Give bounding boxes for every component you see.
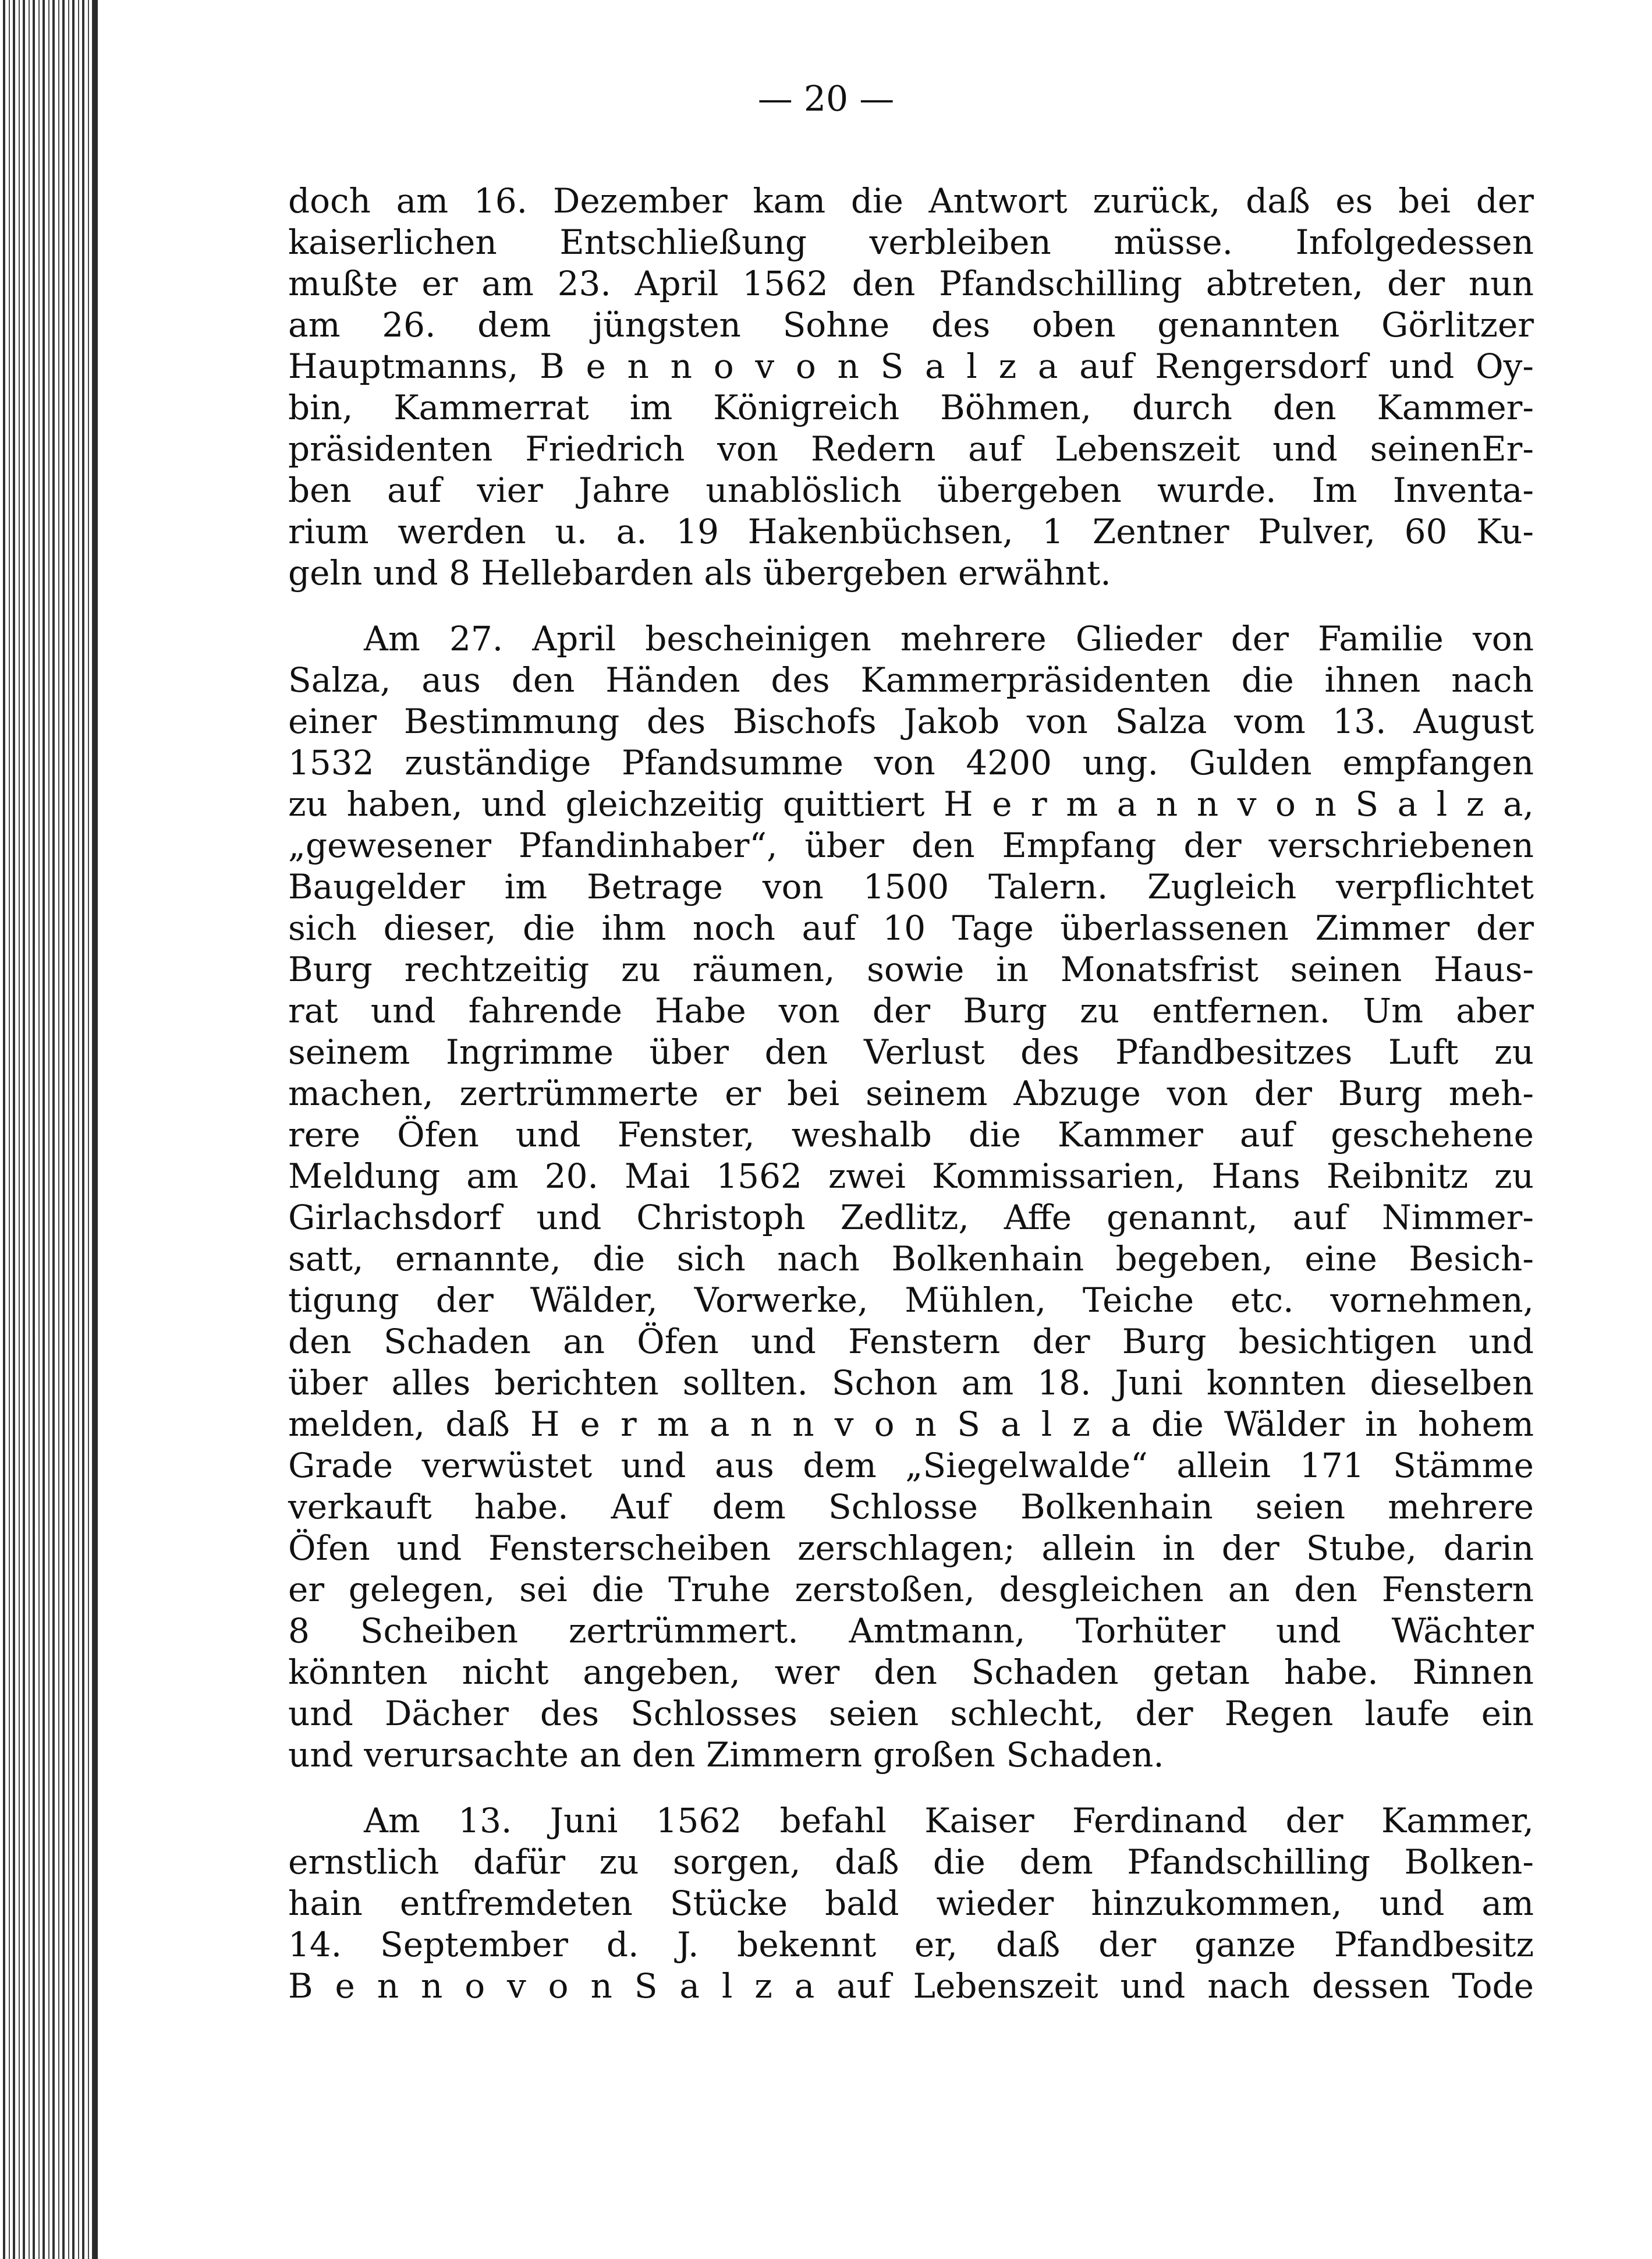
text-line: satt, ernannte, die sich nach Bolkenhain begeben, eine Besich-	[288, 1239, 1534, 1279]
text-line: rere Öfen und Fenster, weshalb die Kammer auf geschehene	[288, 1115, 1534, 1155]
text-line: tigung der Wälder, Vorwerke, Mühlen, Teiche etc. vornehmen,	[288, 1280, 1534, 1320]
text-line: Meldung am 20. Mai 1562 zwei Kommissarien, Hans Reibnitz zu	[288, 1156, 1534, 1196]
text-line: und verursachte an den Zimmern großen Schaden.	[288, 1735, 1164, 1775]
paragraph-3	[288, 1800, 1534, 2007]
text-line: seinem Ingrimme über den Verlust des Pfandbesitzes Luft zu	[288, 1032, 1534, 1072]
text-line: mußte er am 23. April 1562 den Pfandschilling abtreten, der nun	[288, 264, 1534, 303]
text-line: bin, Kammerrat im Königreich Böhmen, durch den Kammer-	[288, 388, 1534, 427]
text-line: doch am 16. Dezember kam die Antwort zurück, daß es bei der	[288, 181, 1534, 221]
text-line: am 26. dem jüngsten Sohne des oben genannten Görlitzer	[288, 305, 1534, 345]
text-line: den Schaden an Öfen und Fenstern der Burg besichtigen und	[288, 1322, 1534, 1361]
text-line: ben auf vier Jahre unablöslich übergeben wurde. Im Inventa-	[288, 470, 1534, 510]
text-line: Baugelder im Betrage von 1500 Talern. Zugleich verpflichtet	[288, 867, 1534, 907]
text-line: zu haben, und gleichzeitig quittiert H e r m a n n v o n S a l z a,	[288, 784, 1534, 824]
text-line: könnten nicht angeben, wer den Schaden getan habe. Rinnen	[288, 1652, 1534, 1692]
text-line: Salza, aus den Händen des Kammerpräsidenten die ihnen nach	[288, 660, 1534, 700]
text-line: „gewesener Pfandinhaber“, über den Empfang der verschriebenen	[288, 826, 1534, 865]
text-line: 8 Scheiben zertrümmert. Amtmann, Torhüter und Wächter	[288, 1611, 1534, 1651]
text-line: sich dieser, die ihm noch auf 10 Tage überlassenen Zimmer der	[288, 908, 1534, 948]
text-line: Hauptmanns, B e n n o v o n S a l z a auf Rengersdorf und Oy-	[288, 346, 1534, 386]
body-text	[288, 180, 1534, 2007]
text-line: machen, zertrümmerte er bei seinem Abzuge von der Burg meh-	[288, 1074, 1534, 1113]
book-binding-edge	[0, 0, 93, 2259]
text-line: rat und fahrende Habe von der Burg zu entfernen. Um aber	[288, 991, 1534, 1031]
text-line: kaiserlichen Entschließung verbleiben müsse. Infolgedessen	[288, 222, 1534, 262]
text-line: 1532 zuständige Pfandsumme von 4200 ung. Gulden empfangen	[288, 743, 1534, 782]
paragraph-1	[288, 180, 1534, 594]
text-line: Grade verwüstet und aus dem „Siegelwalde“ allein 171 Stämme	[288, 1446, 1534, 1485]
text-line: und Dächer des Schlosses seien schlecht, der Regen laufe ein	[288, 1694, 1534, 1733]
text-line: präsidenten Friedrich von Redern auf Lebenszeit und seinenEr-	[288, 429, 1534, 469]
text-line: einer Bestimmung des Bischofs Jakob von Salza vom 13. August	[288, 702, 1534, 741]
text-line: er gelegen, sei die Truhe zerstoßen, desgleichen an den Fenstern	[288, 1570, 1534, 1609]
text-line: verkauft habe. Auf dem Schlosse Bolkenhain seien mehrere	[288, 1487, 1534, 1527]
page-gutter-shadow	[93, 0, 98, 2259]
text-line: geln und 8 Hellebarden als übergeben erwähnt.	[288, 553, 1111, 593]
text-line: melden, daß H e r m a n n v o n S a l z a die Wälder in hohem	[288, 1404, 1534, 1444]
text-line: Girlachsdorf und Christoph Zedlitz, Affe genannt, auf Nimmer-	[288, 1198, 1534, 1237]
text-line: Burg rechtzeitig zu räumen, sowie in Monatsfrist seinen Haus-	[288, 950, 1534, 989]
text-line: über alles berichten sollten. Schon am 18. Juni konnten dieselben	[288, 1363, 1534, 1403]
text-line: Öfen und Fensterscheiben zerschlagen; allein in der Stube, darin	[288, 1528, 1534, 1568]
text-line: Am 27. April bescheinigen mehrere Glieder der Familie von	[364, 619, 1534, 658]
page-number: — 20 —	[757, 79, 895, 119]
text-line: rium werden u. a. 19 Hakenbüchsen, 1 Zentner Pulver, 60 Ku-	[288, 512, 1534, 551]
text-line: hain entfremdeten Stücke bald wieder hinzukommen, und am	[288, 1883, 1534, 1923]
text-line: ernstlich dafür zu sorgen, daß die dem Pfandschilling Bolken-	[288, 1842, 1534, 1882]
text-line: 14. September d. J. bekennt er, daß der ganze Pfandbesitz	[288, 1925, 1534, 1964]
paragraph-2	[288, 618, 1534, 1776]
text-line: B e n n o v o n S a l z a auf Lebenszeit und nach dessen Tode	[288, 1966, 1534, 2006]
text-line: Am 13. Juni 1562 befahl Kaiser Ferdinand der Kammer,	[364, 1801, 1534, 1840]
